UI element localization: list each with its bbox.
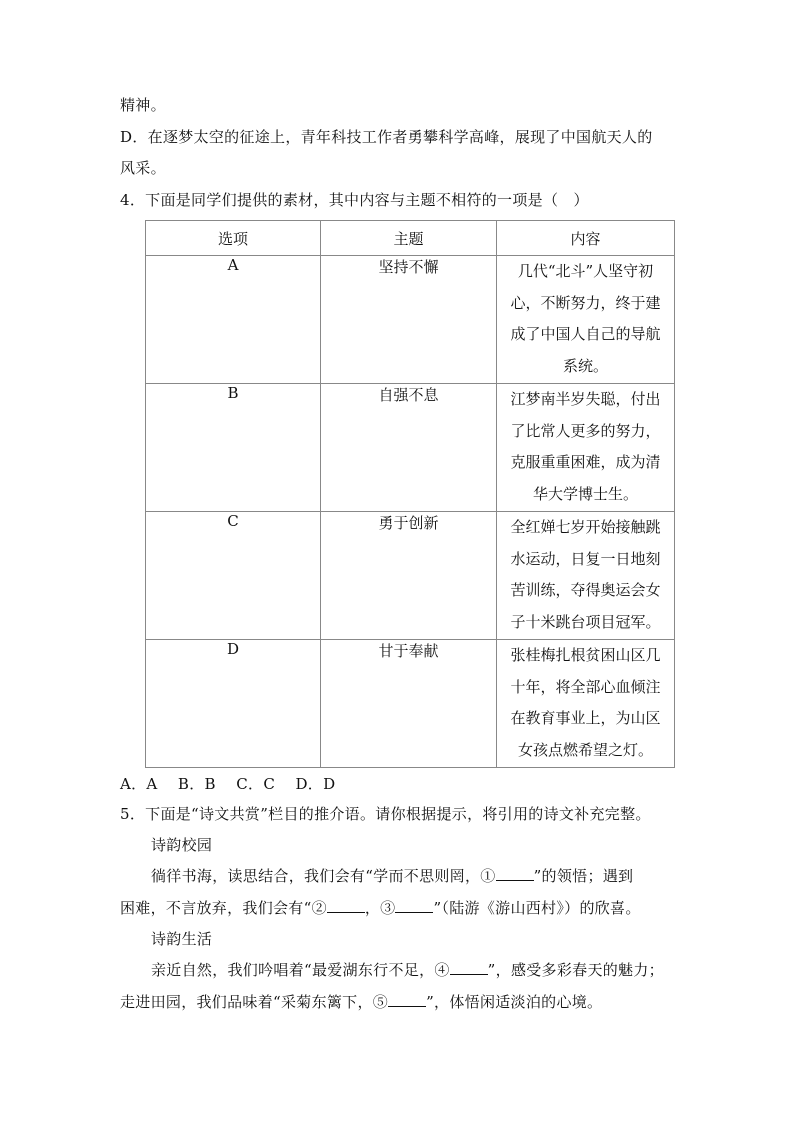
row-theme: 坚持不懈: [321, 256, 497, 384]
blank-5[interactable]: [388, 992, 426, 1007]
row-option: D: [146, 640, 321, 768]
table-header-row: [146, 221, 675, 256]
question-4-stem: 4．下面是同学们提供的素材，其中内容与主题不相符的一项是（ ）: [120, 191, 589, 209]
row-option: B: [146, 384, 321, 512]
row-content: 张桂梅扎根贫困山区几 十年，将全部心血倾注 在教育事业上，为山区 女孩点燃希望之灯。: [497, 640, 675, 768]
campus-line-2: 困难，不言放弃，我们会有“② ，③ ”（陆游《游山西村》）的欣喜。: [120, 899, 641, 917]
table-row: [146, 384, 675, 512]
life-line-1: 亲近自然，我们吟唱着“最爱湖东行不足，④ ”，感受多彩春天的魅力；: [151, 961, 664, 979]
life-line-2: 走进田园，我们品味着“采菊东篱下，⑤ ”，体悟闲适淡泊的心境。: [120, 993, 603, 1011]
section-title-life: 诗韵生活: [151, 930, 213, 948]
intro-line-1: 精神。: [120, 96, 166, 114]
row-theme: 自强不息: [321, 384, 497, 512]
row-theme: 甘于奉献: [321, 640, 497, 768]
question-4-table: [145, 220, 675, 768]
blank-2[interactable]: [327, 898, 365, 913]
header-option: 选项: [146, 221, 321, 256]
row-option: C: [146, 512, 321, 640]
row-content: 江梦南半岁失聪，付出 了比常人更多的努力， 克服重重困难，成为清 华大学博士生。: [497, 384, 675, 512]
intro-line-3: 风采。: [120, 159, 166, 177]
table-row: [146, 512, 675, 640]
header-theme: 主题: [321, 221, 497, 256]
header-content: 内容: [497, 221, 675, 256]
row-content: 全红婵七岁开始接触跳 水运动，日复一日地刻 苦训练，夺得奥运会女 子十米跳台项目冠军。: [497, 512, 675, 640]
section-title-campus: 诗韵校园: [151, 836, 213, 854]
row-theme: 勇于创新: [321, 512, 497, 640]
blank-4[interactable]: [450, 960, 488, 975]
row-option: A: [146, 256, 321, 384]
row-content: 几代“北斗”人坚守初 心，不断努力，终于建 成了中国人自己的导航 系统。: [497, 256, 675, 384]
blank-1[interactable]: [496, 866, 534, 881]
table-row: [146, 640, 675, 768]
question-4-choices: A．A B．B C．C D．D: [120, 775, 336, 793]
table-row: [146, 256, 675, 384]
blank-3[interactable]: [395, 898, 433, 913]
option-d-statement: D．在逐梦太空的征途上，青年科技工作者勇攀科学高峰，展现了中国航天人的: [120, 128, 653, 146]
campus-line-1: 徜徉书海，读思结合，我们会有“学而不思则罔，① ”的领悟；遇到: [151, 867, 634, 885]
question-5-stem: 5．下面是“诗文共赏”栏目的推介语。请你根据提示，将引用的诗文补充完整。: [120, 805, 651, 823]
